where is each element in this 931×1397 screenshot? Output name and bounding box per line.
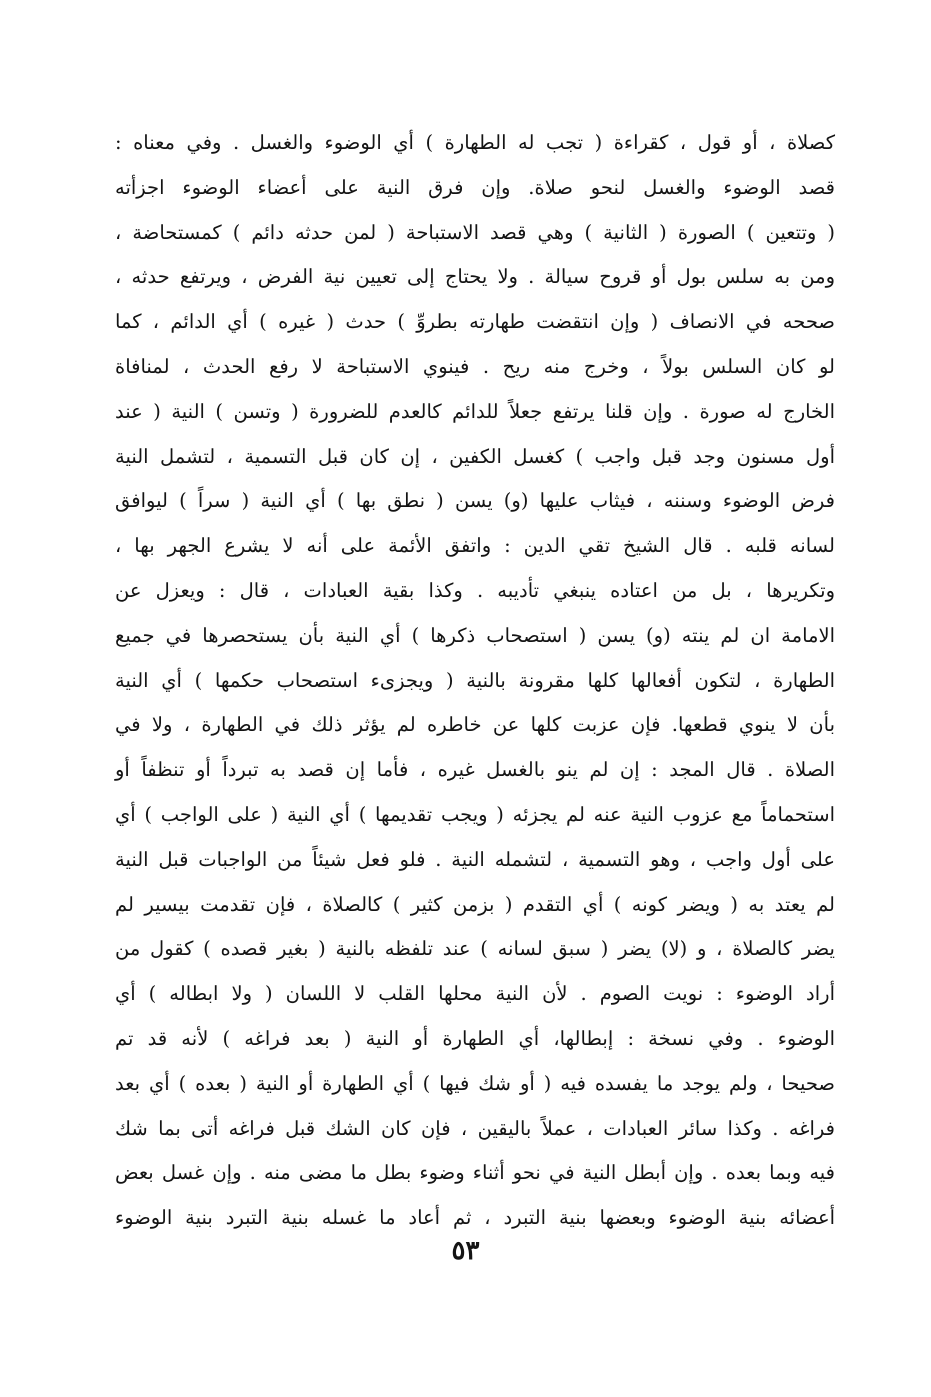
- text-line: الخارج له صورة . وإن قلنا يرتفع جعلاً للدائم كالعدم للضرورة ( وتسن ) النية ( عند: [115, 399, 835, 423]
- text-line: الوضوء . وفي نسخة : إبطالها، أي الطهارة أو النية ( بعد فراغه ) لأنه قد تم: [115, 1026, 835, 1050]
- text-line: فيه وبما بعده . وإن أبطل النية في نحو أثناء وضوء بطل ما مضى منه . وإن غسل بعض: [115, 1161, 835, 1185]
- text-line: لم يعتد به ( ويضر كونه ) أي التقدم ( بزمن كثير ) كالصلاة ، فإن تقدمت بيسير لم: [115, 892, 835, 916]
- text-line: أول مسنون وجد قبل واجب ) كغسل الكفين ، إن كان قبل التسمية ، لتشمل النية: [115, 444, 835, 468]
- text-line: الامامة ان لم ينته (و) يسن ( استصحاب ذكرها ) أي النية بأن يستحصرها في جميع: [115, 623, 835, 647]
- text-line: يضر كالصلاة ، و (لا) يضر ( سبق لسانه ) عند تلفظه بالنية ( بغير قصده ) كقول من: [115, 937, 835, 961]
- text-line: فرض الوضوء وسننه ، فيثاب عليها (و) يسن ( نطق بها ) أي النية ( سراً ) ليوافق: [115, 489, 835, 513]
- text-line: ومن به سلس بول أو قروح سيالة . ولا يحتاج إلى تعيين نية الفرض ، ويرتفع حدثه ،: [115, 265, 835, 289]
- text-line: فراغه . وكذا سائر العبادات ، عملاً باليقين ، فإن كان الشك قبل فراغه أتى بما شك: [115, 1116, 835, 1140]
- page-number: ٥٣: [451, 1236, 480, 1266]
- text-line: لو كان السلس بولاً ، وخرج منه ريح . فينوي الاستباحة لا رفع الحدث ، لمنافاة: [115, 354, 835, 378]
- text-line: وتكريرها ، بل من اعتاده ينبغي تأديبه . وكذا بقية العبادات ، قال : ويعزل عن: [115, 578, 835, 602]
- text-line: أعضائه بنية الوضوء وبعضها بنية التبرد ، ثم أعاد ما غسله بنية التبرد بنية الوضوء: [115, 1206, 835, 1230]
- text-line: الصلاة . قال المجد : إن لم ينو بالغسل غيره ، فأما إن قصد به تبرداً أو تنظفاً أو: [115, 758, 835, 782]
- text-line: استحماماً مع عزوب النية عنه لم يجزئه ( ويجب تقديمها ) أي النية ( على الواجب ) أي: [115, 802, 835, 826]
- text-line: صححه في الانصاف ( وإن انتقضت طهارته بطروِّ ) حدث ( غيره ) أي الدائم ، كما: [115, 310, 835, 334]
- text-line: الطهارة ، لتكون أفعالها كلها مقرونة بالنية ( ويجزىء استصحاب حكمها ) أي النية: [115, 668, 835, 692]
- text-line: كصلاة ، أو قول ، كقراءة ( تجب له الطهارة ) أي الوضوء والغسل . وفي معناه :: [115, 131, 835, 154]
- text-line: قصد الوضوء والغسل لنحو صلاة. وإن فرق النية على أعضاء الوضوء اجزأته: [115, 175, 835, 199]
- text-line: ( وتتعين ) الصورة ( الثانية ) وهي قصد الاستباحة ( لمن حدثه دائم ) كمستحاضة ،: [115, 220, 835, 244]
- text-line: بأن لا ينوي قطعها. فإن عزبت كلها عن خاطره لم يؤثر ذلك في الطهارة ، ولا في: [115, 713, 835, 737]
- text-line: لسانه قلبه . قال الشيخ تقي الدين : واتفق الأئمة على أنه لا يشرع الجهر بها ،: [115, 534, 835, 558]
- text-line: على أول واجب ، وهو التسمية ، لتشمله النية . فلو فعل شيئاً من الواجبات قبل النية: [115, 847, 835, 871]
- text-line: صحيحا ، ولم يوجد ما يفسده فيه ( أو شك فيها ) أي الطهارة أو النية ( بعده ) أي بعد: [115, 1071, 835, 1095]
- text-line: أراد الوضوء : نويت الصوم . لأن النية محلها القلب لا اللسان ( ولا ابطاله ) أي: [115, 982, 835, 1006]
- body-text: [115, 121, 835, 1241]
